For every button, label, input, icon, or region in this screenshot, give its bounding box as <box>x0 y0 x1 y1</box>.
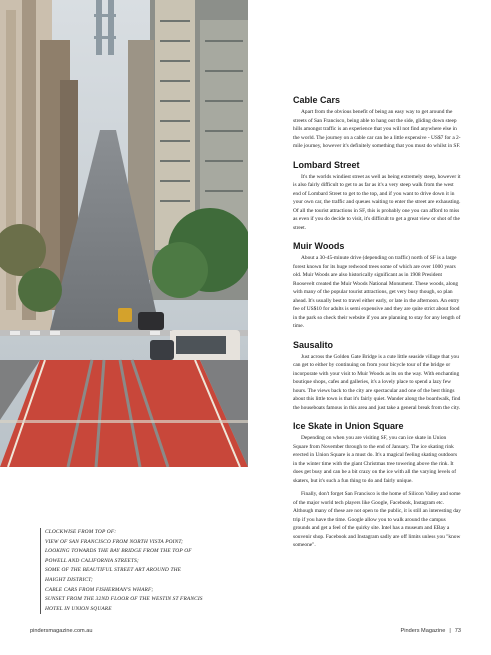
section-heading: Cable Cars <box>293 95 341 105</box>
website-link[interactable]: pindersmagazine.com.au <box>30 628 93 634</box>
street-photo <box>0 0 248 467</box>
caption-line: LOOKING TOWARDS THE BAY BRIDGE FROM THE TOP OF <box>45 548 192 555</box>
section-heading: Sausalito <box>293 339 334 350</box>
caption-line: VIEW OF SAN FRANCISCO FROM NORTH VISTA POINT; <box>45 538 184 545</box>
caption-line: HAIGHT DISTRICT; <box>45 576 93 583</box>
footer-right <box>401 628 461 634</box>
caption-line: SUNSET FROM THE 32ND FLOOR OF THE WESTIN ST FRANCIS <box>45 596 203 603</box>
magazine-name: Pinders Magazine <box>400 628 446 634</box>
caption-line: POWELL AND CALIFORNIA STREETS; <box>45 557 139 564</box>
photo-caption <box>40 528 245 614</box>
section-ice-skate <box>293 421 461 550</box>
section-heading: Ice Skate in Union Square <box>293 421 404 431</box>
section-paragraph: Apart from the obvious benefit of being an easy way to get around the streets of San Francisco, being able to hang out the side, gliding down steep hills amongst traffic is an experience that you will not find anywhere else in the world. The journey on a cable car can be a little expensive - US$7 for a 2-mile journey, however it's definitely something that you must do whilst in SF. <box>293 109 461 149</box>
section-paragraph: Just across the Golden Gate Bridge is a cute little seaside village that you can get to either by continuing on from your bicycle tour of the bridge or incorporate with your visit to Muir Woods as its on the way. With enchanting boutique shops, cafes and galleries, it's a lovely place to spend a lazy few hours. The views back to the city are spectacular and one of the best things about this little town is that it's fairly quiet. Wander along the boardwalk, find the houseboats famous in this area and just take a general break from the city. <box>293 353 461 411</box>
section-paragraph: It's the worlds windiest street as well as being extremely steep, however it is also fairly difficult to get to as far as it's a very steep walk from the west end of Lombard Street to get to the top, and if you want to drive down it in your own car, the traffic and queues waiting to enter the street are exhausting. Of all the tourist attractions in SF, this is probably one you can afford to miss as even if you do decide to visit, it's difficult to get a great view or shot of the street. <box>293 173 461 231</box>
caption-line: CLOCKWISE FROM TOP OF: <box>45 529 117 535</box>
article-column <box>293 95 461 559</box>
caption-line: CABLE CARS FROM FISHERMAN'S WHARF; <box>45 586 154 593</box>
section-paragraph: Depending on when you are visiting SF, you can ice skate in Union Square from November through to the end of January. The ice skating rink erected in Union Square is a must do. It's a magical feeling skating outdoors in the winter time with the giant Christmas tree towering above the rink. It does get busy and can be a bit crazy on the ice with all the varying levels of skaters, but it's such a fun thing to do and fairly unique. <box>293 435 458 484</box>
section-paragraph: About a 30-45-minute drive (depending on traffic) north of SF is a large forest known for its huge redwood trees some of which are over 1000 years old. Muir Woods are also historically significant as in 1908 President Roosevelt created the Muir Woods National Monument. These woods, along with many of the popular tourist attractions, get very busy though, so plan ahead. It's usually best to travel either early, or late in the afternoon. An entry fee of US$10 for adults is semi expensive and they are quite strict about food in the park so check their website if you are planning to stay for any length of time. <box>293 255 461 329</box>
page-number: 73 <box>454 628 461 634</box>
section-heading: Lombard Street <box>293 159 360 170</box>
section-cable-cars <box>293 95 461 151</box>
section-lombard-street <box>293 160 461 233</box>
section-sausalito <box>293 340 461 413</box>
section-heading: Muir Woods <box>293 241 345 251</box>
caption-line: HOTEL IN UNION SQUARE <box>45 605 112 612</box>
closing-paragraph: Finally, don't forget San Francisco is the home of Silicon Valley and some of the major world tech players like Google, Facebook, Instagram etc. Although many of these are not open to the public, it is still an interesting day trip if you have the time. Google allow you to walk around the campus grounds and get a feel of the quirky site. Intel has a museum and EBay a souvenir shop. Facebook and Instagram sadly are off limits unless you "know someone". <box>293 491 461 548</box>
section-muir-woods <box>293 241 461 331</box>
footer-separator: | <box>449 628 451 634</box>
caption-line: SOME OF THE BEAUTIFUL STREET ART AROUND THE <box>45 567 182 574</box>
